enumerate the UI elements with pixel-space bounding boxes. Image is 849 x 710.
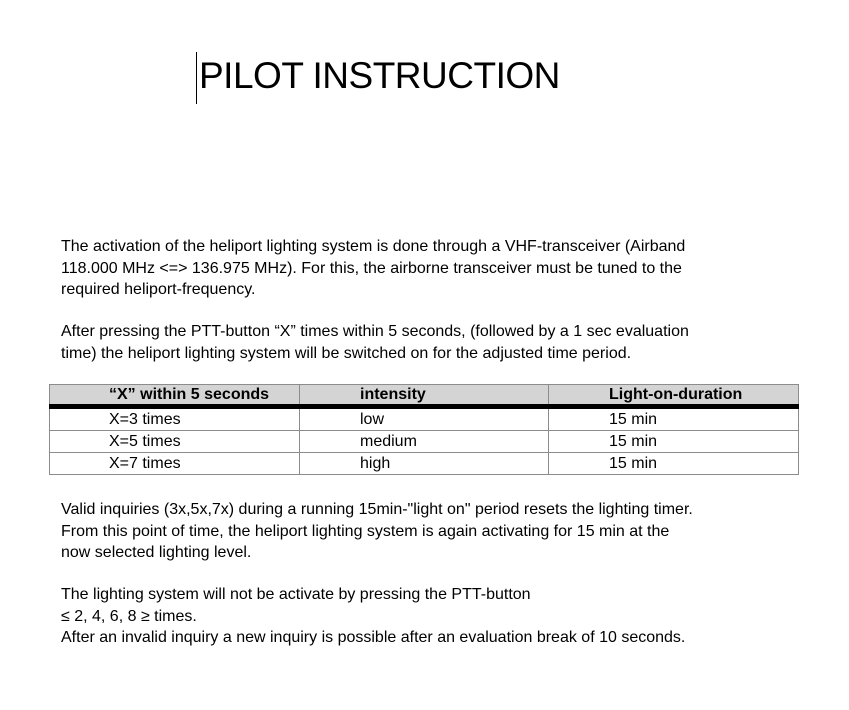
header-duration: Light-on-duration <box>549 385 799 407</box>
text-line: Valid inquiries (3x,5x,7x) during a running 15min-"light on" period resets the lighting timer. <box>61 501 693 518</box>
table-cell: X=5 times <box>50 431 300 453</box>
table-row <box>50 453 799 475</box>
text-cursor-bar <box>196 52 197 104</box>
text-line: required heliport-frequency. <box>61 281 256 298</box>
text-line: After pressing the PTT-button “X” times within 5 seconds, (followed by a 1 sec evaluation <box>61 323 689 340</box>
table-row <box>50 407 799 431</box>
text-line: After an invalid inquiry a new inquiry is possible after an evaluation break of 10 seconds. <box>61 629 686 646</box>
paragraph-activation <box>61 236 685 301</box>
header-presses: “X” within 5 seconds <box>50 385 300 407</box>
text-line: From this point of time, the heliport lighting system is again activating for 15 min at the <box>61 522 670 540</box>
paragraph-invalid-inquiries <box>61 584 685 649</box>
header-intensity: intensity <box>300 385 549 407</box>
table-cell: low <box>300 407 549 431</box>
page-title: PILOT INSTRUCTION <box>199 55 560 96</box>
text-line: time) the heliport lighting system will be switched on for the adjusted time period. <box>61 344 632 362</box>
table-cell: X=7 times <box>50 453 300 475</box>
text-line: The lighting system will not be activate by pressing the PTT-button <box>61 586 531 603</box>
text-line: now selected lighting level. <box>61 544 252 561</box>
table-cell: high <box>300 453 549 475</box>
text-line: ≤ 2, 4, 6, 8 ≥ times. <box>61 607 197 625</box>
table-cell: 15 min <box>549 407 799 431</box>
text-line: The activation of the heliport lighting system is done through a VHF-transceiver (Airband <box>61 238 686 255</box>
lighting-levels-table <box>49 384 799 475</box>
table-row <box>50 431 799 453</box>
table-cell: X=3 times <box>50 407 300 431</box>
table-header-row <box>50 385 799 407</box>
table-cell: 15 min <box>549 431 799 453</box>
paragraph-ptt-instructions <box>61 321 689 364</box>
table-cell: 15 min <box>549 453 799 475</box>
text-line: 118.000 MHz <=> 136.975 MHz). For this, the airborne transceiver must be tuned to the <box>61 259 682 277</box>
table-cell: medium <box>300 431 549 453</box>
paragraph-valid-inquiries <box>61 499 693 564</box>
